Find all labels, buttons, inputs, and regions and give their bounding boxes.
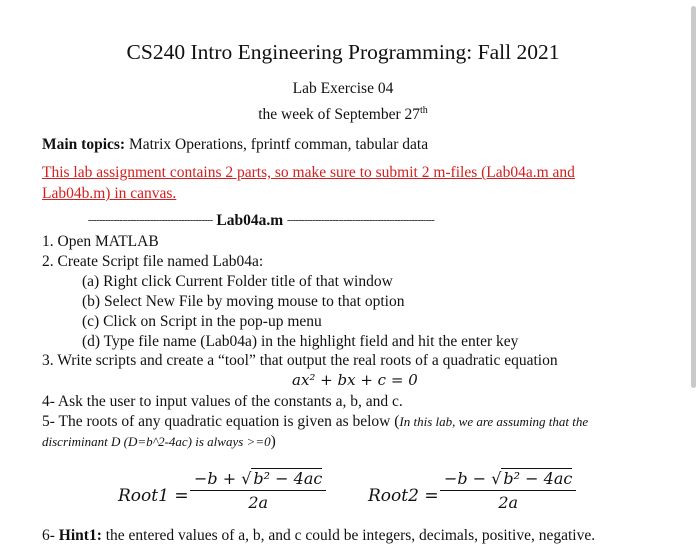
step-2: 2. Create Script file named Lab04a:	[42, 253, 264, 270]
notice-line-2: Lab04b.m) in canvas.	[42, 185, 177, 202]
root2-radicand: b² − 4ac	[503, 469, 573, 488]
step-5-text: 5- The roots of any quadratic equation is given as below (	[42, 413, 400, 430]
step-1: 1. Open MATLAB	[42, 233, 159, 250]
step-5-italic: In this lab, we are assuming that the	[399, 414, 589, 429]
notice-line-1: This lab assignment contains 2 parts, so make sure to submit 2 m-files (Lab04a.m and	[42, 164, 575, 181]
root1-num-prefix: −b + √	[194, 469, 252, 488]
step-2b: (b) Select New File by moving mouse to that option	[82, 293, 405, 310]
topics-text: Matrix Operations, fprintf comman, tabular data	[125, 136, 429, 153]
step-2d: (d) Type file name (Lab04a) in the highlight field and hit the enter key	[82, 333, 519, 350]
page-title: CS240 Intro Engineering Programming: Fall 2021	[126, 40, 560, 64]
step-6	[42, 527, 595, 545]
step-2a: (a) Right click Current Folder title of that window	[82, 273, 393, 290]
quadratic-equation: ax² + bx + c = 0	[292, 371, 418, 389]
step-2c: (c) Click on Script in the pop-up menu	[82, 313, 322, 330]
root1-radicand: b² − 4ac	[253, 469, 323, 488]
step-6-prefix: 6-	[42, 527, 59, 544]
vertical-scrollbar[interactable]	[691, 6, 696, 388]
section-title: Lab04a.m	[212, 212, 288, 229]
root1-numerator	[190, 469, 326, 491]
topics-line	[42, 136, 428, 154]
root2-label: Root2 =	[368, 486, 439, 506]
root1-formula	[190, 469, 326, 512]
step-4: 4- Ask the user to input values of the constants a, b, and c.	[42, 393, 403, 410]
week-superscript: th	[420, 105, 428, 116]
week-text: the week of September 27	[258, 106, 421, 123]
topics-label: Main topics:	[42, 136, 126, 153]
step-5-line-2	[42, 433, 276, 451]
step-5-discriminant: discriminant D (D=b^2-4ac) is always >=0	[42, 434, 271, 449]
page-bottom-edge	[0, 544, 686, 552]
step-5-close: )	[270, 433, 276, 450]
root1-denominator: 2a	[248, 493, 269, 512]
step-5-line-1	[42, 413, 588, 431]
divider-dashes-left: --------------------------------------------	[88, 215, 213, 226]
week-line	[0, 105, 686, 124]
step-6-hint-label: Hint1:	[58, 527, 102, 544]
root2-num-prefix: −b − √	[444, 469, 502, 488]
root2-numerator	[440, 469, 576, 491]
section-divider	[88, 212, 434, 230]
divider-dashes-right: ----------------------------------------------------	[287, 215, 435, 226]
root2-denominator: 2a	[498, 493, 519, 512]
root2-formula	[440, 469, 576, 512]
lab-subtitle: Lab Exercise 04	[292, 80, 394, 97]
root1-label: Root1 =	[118, 486, 189, 506]
step-6-text: the entered values of a, b, and c could be integers, decimals, positive, negative.	[101, 527, 596, 544]
step-3: 3. Write scripts and create a “tool” that output the real roots of a quadratic equation	[42, 352, 558, 369]
